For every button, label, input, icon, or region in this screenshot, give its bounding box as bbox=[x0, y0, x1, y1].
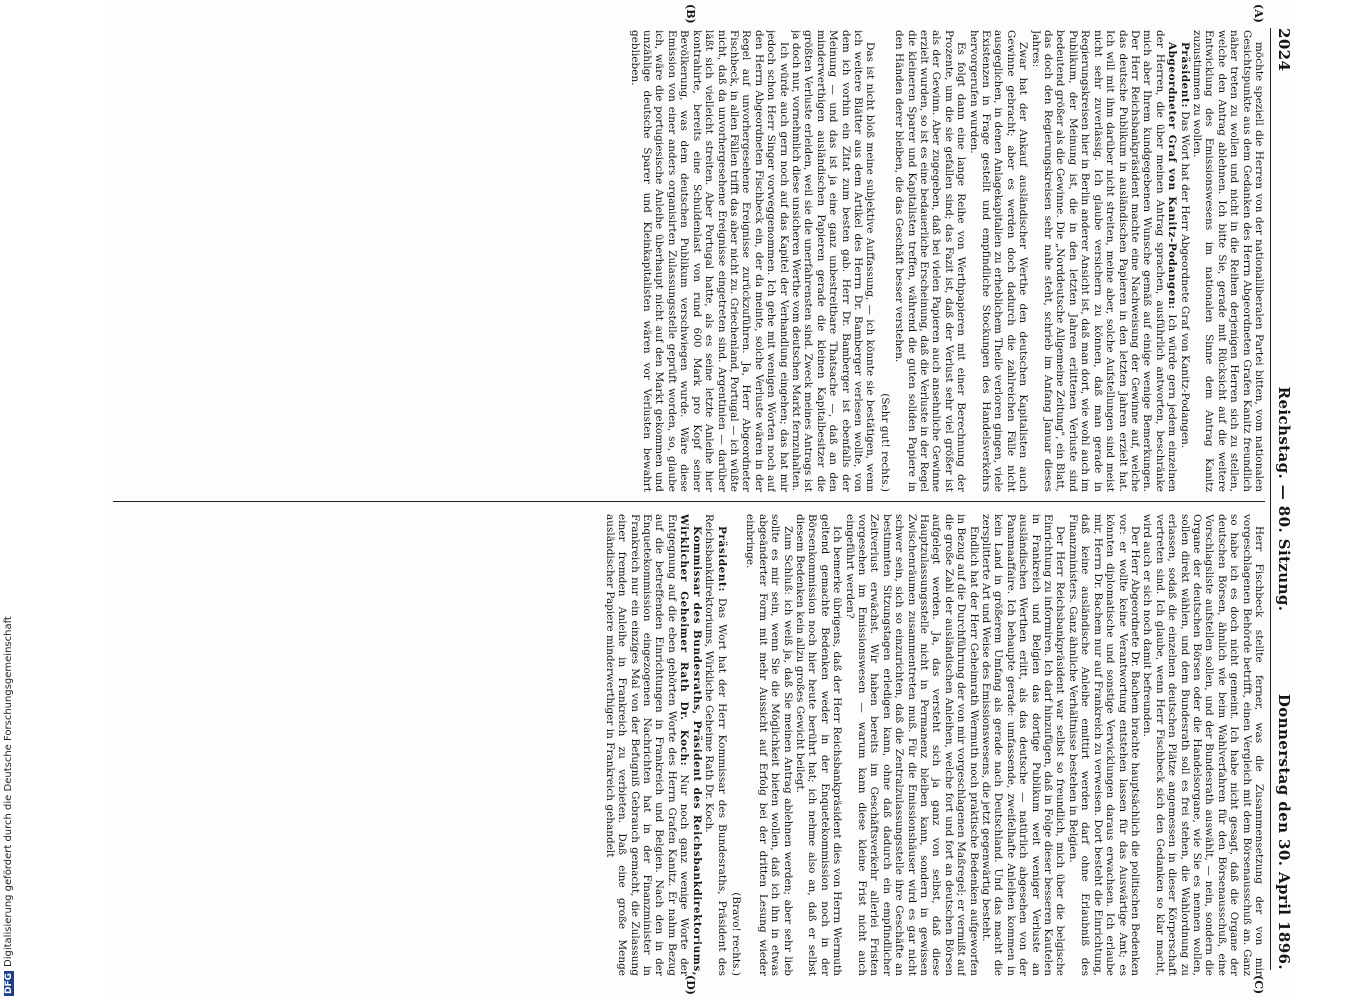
page-header bbox=[1271, 28, 1293, 970]
paragraph: möchte speziell die Herren von der nationalliberalen Partei bitten, vom nationalen Gesichtspunkte aus dem Gedanken des Herrn Abgeordneten Grafen Kanitz freundlich näher treten zu wollen und nicht in die Reihen derjenigen Herren sich zu stellen, welche den Antrag ablehnen. Ich bitte Sie, gerade mit Rücksicht auf die weitere Entwicklung des Emissionswesens im nationalen Sinne dem Antrag Kanitz zuzustimmen zu wollen. bbox=[1190, 30, 1265, 492]
page-title: Reichstag. — 80. Sitzung. bbox=[1275, 386, 1293, 612]
column-divider bbox=[113, 501, 1265, 502]
paragraph: Der Herr Abgeordnete Dr. Bachem brachte hauptsächlich die politischen Bedenken vor: er wollte keine Verantwortung entstehen lassen für das Auswärtige Amt; es könnten diplomatische und sonstige Verwicklungen daraus erwachsen. Ich erlaube mir, Herrn Dr. Bachem nur auf Frankreich zu verweisen. Dort besteht die Einrichtung, daß keine ausländische Anleihe emittirt werden darf ohne Erlaubniß des Finanzministers. Ganz ähnliche Verhältnisse bestehen in Belgien. bbox=[1066, 514, 1141, 976]
paragraph: Herr Fischbeck stellte ferner, was die Zusammensetzung der von mir vorgeschlagenen Behörde betrifft, einen Vergleich mit dem Börsenausschuß an. Ganz so habe ich es doch nicht gemeint. Ich habe nicht gesagt, daß die Organe der deutschen Börsen, ähnlich wie beim Wahlverfahren für den Börsenausschuß, eine Vorschlagsliste aufstellen sollen, und der Bundesrath auswählt, — nein, sondern die Organe der deutschen Börsen oder die Handelsorgane, wie Sie es nennen wollen, sollen direkt wählen, und dem Bundesrath soll es frei stehen, die Wahlordnung zu erlassen, sodaß die einzelnen deutschen Plätze angemessen in dieser Körperschaft vertreten sind. Ich glaube, wenn Herr Fischbeck sich den Gedanken so klar macht, wird auch er sich noch damit befreunden. bbox=[1141, 514, 1265, 976]
paragraph: Endlich hat der Herr Geheimrath Wermuth noch praktische Bedenken aufgeworfen in Bezug auf die Durchführung der von mir vorgeschlagenen Maßregel; er vermißt auf die große Zahl der ausländischen Anleihen, welche fort und fort an deutschen Börsen aufgelegt werden. Ja, das versteht sich ja ganz von selbst, daß diese Hauptzulassungsstelle nicht in Permanenz bleiben kann, sondern in gewissen Zwischenräumen zusammentreten muß. Für die Emissionshäuser wird es gar nicht schwer sein, sich so einzurichten, daß die Zentralzulassungsstelle ihre Geschäfte an bestimmten Sitzungstagen erledigen kann, ohne daß dadurch ein empfindlicher Zeitverlust erwächst. Wir haben bereits im Geschäftsverkehr allerlei Fristen vorgesehen im Emissionswesen — warum kann diese kleine Frist nicht auch eingeführt werden? bbox=[843, 514, 980, 976]
interjection: (Bravo! rechts.) bbox=[729, 892, 742, 976]
speaker-label: Präsident: bbox=[715, 526, 728, 592]
paragraph: Das ist nicht bloß meine subjektive Auffassung, — ich könnte sie bestätigen, wenn ich weitere Blätter aus dem Artikel des Herrn Dr. Bamberger verlesen wollte, von dem ich vorhin ein Zitat zum besten gab. Herr Dr. Bamberger ist ebenfalls der Meinung — und das ist ja eine ganz unbestreitbare Thatsache —, daß an den minderwerthigen ausländischen Papieren gerade die kleinen Kapitalbesitzer die größten Verluste erleiden, weil sie die unerfahrensten sind. Zweck meines Antrags ist ja doch nur, vornehmlich diese unsicheren Werthe vom deutschen Markt fernzuhalten. bbox=[789, 30, 877, 492]
quotation: Es folgt dann eine lange Reihe von Werthpapieren mit einer Berechnung der Prozente, um die sie gefallen sind; das Fazit ist, daß der Verlust sehr viel größer ist als der Gewinn. Aber zugegeben, daß bei vielen Papieren auch ansehnliche Gewinne erzielt wurden, so ist es eine bedauerliche Erscheinung, daß die Verluste in der Regel die kleineren Sparer und Kapitalisten treffen, während die guten soliden Papiere in den Händen derer bleiben, die das Geschäft besser verstehen. bbox=[893, 30, 968, 492]
margin-mark-c: (C) bbox=[1252, 975, 1265, 995]
margin-mark-b: (B) bbox=[684, 4, 697, 24]
dfg-logo: DFG bbox=[4, 972, 14, 994]
margin-mark-a: (A) bbox=[1252, 4, 1265, 23]
paragraph: Kommissar des Bundesraths, Präsident des Reichsbankdirektoriums, Wirklicher Geheimer Rath Dr. Koch: Nur noch ganz wenige Worte der Entgegnung auf die eben gehörten Worte des Herrn Grafen Kanitz. Er nahm Bezug auf die betreffenden Einrichtungen in Frankreich und Belgien. Nach den in der Enquetekommission eingezogenen Nachrichten hat in der Finanzminister in Frankreich nur ein einziges Mal von der Befugniß Gebrauch gemacht, die Zulassung einer fremden Anleihe in Frankreich zu verbieten. Daß eine große Menge ausländischer Papiere minderwerthiger in Frankreich gehandelt bbox=[603, 514, 703, 976]
paragraph: Ich bemerke übrigens, daß der Herr Reichsbankpräsident dies von Herrn Wermuth geltend gemachte Bedenken weder in der Enquetekommission noch in der Börsenkommission noch hier heute berührt hat; ich nehme also an, daß er selbst diesem Bedenken kein allzu großes Gewicht beilegt. bbox=[793, 514, 844, 976]
paragraph: Präsident: Das Wort hat der Herr Abgeordnete Graf von Kanitz-Podangen. bbox=[1178, 42, 1191, 449]
rotated-page bbox=[105, 0, 1295, 1000]
footer-credit bbox=[3, 0, 17, 996]
interjection: (Sehr gut! rechts.) bbox=[878, 393, 891, 492]
left-column bbox=[115, 30, 1265, 492]
paragraph: Ich würde auch gern noch auf das Kapitel der Verhandlung eingehen; das hat mir jedoch schon Herr Singer vorweggenommen. Ich gehe mit wenigen Worten noch auf den Herrn Abgeordneten Fischbeck ein, der da meinte, solche Verluste wären in der Regel auf unvorhergesehene Ereignisse zurückzuführen. Ja, Herr Abgeordneter Fischbeck, in allen Fällen trifft das aber nicht zu. Griechenland, Portugal — ich wüßte nicht, daß da unvorhergesehene Ereignisse eingetreten sind. Argentinien — darüber läßt sich vielleicht streiten. Aber Portugal hatte, als es seine letzte Anleihe hier kontrahirte, bereits eine Schuldenlast von rund 600 Mark pro Kopf seiner Bevölkerung, was dem deutschen Publikum verschwiegen wurde. Wäre diese Emission von einer anders organisirten Zulassungsstelle geprüft worden, so, glaube ich, wäre die portugiesische Anleihe überhaupt nicht auf den Markt gekommen und unzählige deutsche Sparer und Kleinkapitalisten wären vor Verlusten bewahrt geblieben. bbox=[628, 30, 790, 492]
speaker-label: Kommissar des Bundesraths, Präsident des Reichsbankdirektoriums, Wirklicher Geheimer Rath Dr. Koch: bbox=[678, 514, 703, 976]
right-column bbox=[115, 514, 1265, 976]
paragraph: Der Herr Reichsbankpräsident war selbst so freundlich, mich über die belgische Einrichtung zu informiren. Ich darf hinzufügen, daß in Folge dieser besseren Kautelen in Frankreich und Belgien das dortige Publikum weit weniger Verluste an ausländischen Werthen erlitt, als das deutsche — natürlich abgesehen von der Panamaaffaire. Ich behaupte gerade: umfassende, zweifelhafte Anleihen kommen in kein Land in größerem Umfang als gerade nach Deutschland. Und das macht die zersplitterte Art und Weise des Emissionswesens, die jetzt gegenwärtig besteht. bbox=[980, 514, 1067, 976]
speaker-label: Präsident: bbox=[1178, 42, 1191, 108]
paragraph: Präsident: Das Wort hat der Herr Kommissar des Bundesraths, Präsident des Reichsbankdirektoriums, Wirkliche Geheime Rath Dr. Koch. bbox=[703, 514, 728, 976]
page-date: Donnerstag den 30. April 1896. bbox=[1275, 693, 1293, 970]
footer-text: Digitalisierung gefördert durch die Deutsche Forschungsgemeinschaft bbox=[3, 616, 14, 967]
paragraph: Zum Schluß: ich weiß ja, daß Sie meinen Antrag ablehnen werden; aber sehr lieb sollte es mir sein, wenn Sie die Möglichkeit bieten wollen, daß ich ihn in etwas abgeänderter Form mit mehr Aussicht auf Erfolg bei der dritten Lesung wieder einbringe. bbox=[744, 514, 794, 976]
speaker-label: Abgeordneter Graf von Kanitz-Podangen: bbox=[1166, 42, 1179, 310]
quotation: Zwar hat der Ankauf ausländischer Werthe den deutschen Kapitalisten auch Gewinne gebracht; aber es werden doch dadurch die zahlreichen Fälle nicht ausgeglichen, in denen Anlagekapitalien zu erheblichem Theile verloren gingen, viele Existenzen in Frage gestellt und empfindliche Stockungen des Handelsverkehrs hervorgerufen wurden. bbox=[967, 30, 1030, 492]
paragraph: Abgeordneter Graf von Kanitz-Podangen: Ich würde gern jedem einzelnen der Herren, die über meinen Antrag sprachen, ausführlich antworten, beschränke mich aber Ihrem kundgegebenen Wunsche gemäß auf einige wenige Bemerkungen. Der Herr Reichsbankpräsident machte eine Nachweisung der Gewinne auf, welche das deutsche Publikum in ausländischen Papieren in den letzten Jahren erzielt hat. Ich will mit ihm darüber nicht streiten, meine aber, solche Aufstellungen sind meist nicht sehr zuverlässig. Ich glaube versichern zu können, daß man gerade in Regierungskreisen hier in Berlin anderer Ansicht ist, daß man dort, wie wohl auch im Publikum, der Meinung ist, die in den letzten Jahren erlittenen Verluste sind bedeutend größer als die Gewinne. Die „Norddeutsche Allgemeine Zeitung", ein Blatt, das doch den Regierungskreisen sehr nahe steht, schrieb im Anfang Januar dieses Jahres: bbox=[1029, 30, 1179, 492]
header-rule bbox=[1270, 28, 1271, 970]
page-number: 2024 bbox=[1275, 28, 1293, 72]
margin-mark-d: (D) bbox=[684, 975, 697, 995]
